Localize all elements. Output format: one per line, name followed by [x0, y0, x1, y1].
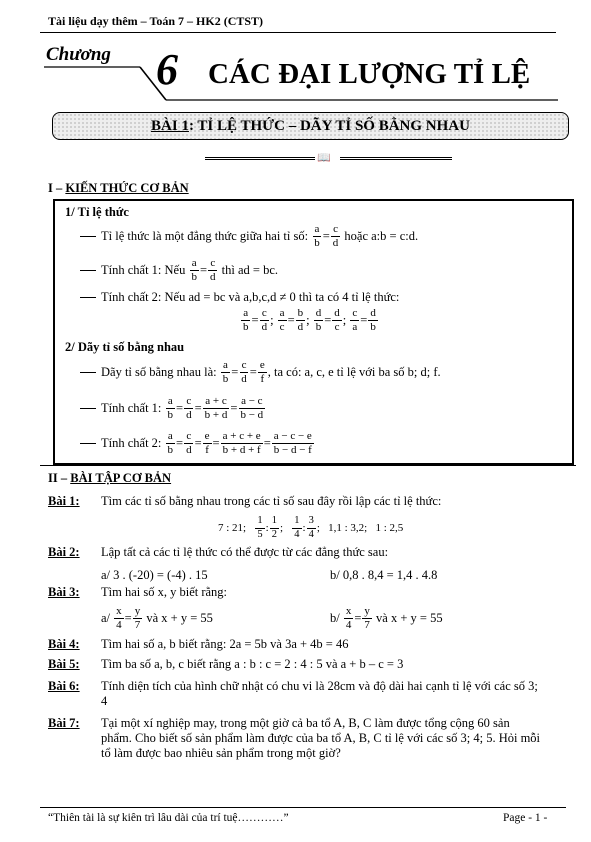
- exercise-3-b-cond: và x + y = 55: [376, 610, 443, 625]
- kt2-p2-text: Tính chất 2:: [101, 435, 162, 450]
- exercise-2-text: Lập tất cả các tỉ lệ thức có thể được từ các đẳng thức sau:: [101, 545, 389, 559]
- exercise-2-label: Bài 2:: [48, 545, 80, 559]
- book-icon: 📖: [317, 152, 331, 164]
- divider-left: [205, 157, 315, 160]
- exercise-6-label: Bài 6:: [48, 679, 80, 693]
- exercise-7-line2: phẩm. Cho biết số sản phẩm làm được của ba tổ A, B, C tỉ lệ với các số 3; 4; 5. Hỏi mỗi: [101, 731, 541, 745]
- kt2-def-post: , ta có: a, c, e tỉ lệ với ba số b; d; f.: [267, 364, 441, 379]
- footer-rule: [40, 807, 566, 808]
- exercise-3-text: Tìm hai số x, y biết rằng:: [101, 585, 228, 599]
- exercise-4-label: Bài 4:: [48, 637, 80, 651]
- exercise-3-label: Bài 3:: [48, 585, 80, 599]
- divider-right: [340, 157, 452, 160]
- kt1-property2: [80, 289, 399, 305]
- fraction: $\frac{c}{d}$: [210, 256, 216, 283]
- lesson-title: : TỈ LỆ THỨC – DÃY TỈ SỐ BẰNG NHAU: [188, 117, 470, 134]
- footer-quote: “Thiên tài là sự kiên trì lâu dài của trí tuệ…………”: [48, 812, 289, 824]
- kt2-p1-text: Tính chất 1:: [101, 400, 162, 415]
- kt1-property1: Tính chất 1: Nếu $\frac{a}{b}$ = $\frac{c}{d}$ thì ad = bc.: [80, 256, 278, 284]
- bullet-dash: [80, 408, 96, 409]
- section1-number: I –: [48, 181, 66, 195]
- exercise-3-a: a/ $\frac{x}{4}$ = $\frac{y}{7}$ và x + y = 55: [101, 604, 213, 631]
- chapter-label: Chương: [46, 44, 111, 65]
- exercise-7-label: Bài 7:: [48, 716, 80, 730]
- kt2-property2: Tính chất 2: $\frac{a}{b}$ = $\frac{c}{d}$ = $\frac{e}{f}$ = $\frac{a + c + e}{b + d + f}$ = $\frac{a - c - e}{b - d - f}$: [80, 429, 315, 457]
- page-number: Page - 1 -: [503, 812, 548, 824]
- kt1-definition: Tỉ lệ thức là một đẳng thức giữa hai tỉ số: $\frac{a}{b}$ = $\frac{c}{d}$ hoặc a:b = c:d.: [80, 222, 418, 250]
- kt1-p1-post: thì ad = bc.: [221, 262, 279, 277]
- exercise-7-line3: tổ làm được bao nhiêu sản phẩm trong một giờ?: [101, 746, 341, 760]
- kt1-def-post: hoặc a:b = c:d.: [344, 228, 419, 243]
- bullet-dash: [80, 236, 96, 237]
- exercise-1-ratios: 7 : 21; $\frac{1}{5}$ : $\frac{1}{2}$ ; $\frac{1}{4}$ : $\frac{3}{4}$ ; 1,1 : 3,2; 1 : 2,5: [218, 515, 404, 540]
- section2-title: BÀI TẬP CƠ BẢN: [70, 471, 172, 485]
- lesson-prefix: BÀI 1: [151, 117, 189, 134]
- exercise-1-text: Tìm các tỉ số bằng nhau trong các tỉ số sau đây rồi lập các tỉ lệ thức:: [101, 494, 442, 508]
- fraction: $\frac{a}{b}$: [314, 222, 320, 249]
- section2-heading: [48, 471, 171, 486]
- kt1-p1-text: Tính chất 1: Nếu: [101, 262, 186, 277]
- exercise-6-line1: Tính diện tích của hình chữ nhật có chu vi là 28cm và độ dài hai cạnh tỉ lệ với các số 3;: [101, 679, 538, 693]
- ratio-5: 1 : 2,5: [375, 522, 404, 534]
- exercise-3-b: b/ $\frac{x}{4}$ = $\frac{y}{7}$ và x + y = 55: [330, 604, 443, 631]
- fraction: $\frac{c}{d}$: [332, 222, 339, 249]
- bullet-dash: [80, 297, 96, 298]
- four-proportions: $\frac{a}{b}$ = $\frac{c}{d}$ ; $\frac{a}{c}$ = $\frac{b}{d}$ ; $\frac{d}{b}$ = $\frac{d}{c}$ ; $\frac{c}{a}$ = $\frac{d}{b}$: [243, 306, 376, 333]
- section1-heading: [48, 181, 189, 196]
- exercise-4-text: Tìm hai số a, b biết rằng: 2a = 5b và 3a + 4b = 46: [101, 637, 349, 651]
- bullet-dash: [80, 270, 96, 271]
- exercise-2-b: b/ 0,8 . 8,4 = 1,4 . 4.8: [330, 568, 438, 582]
- exercise-2-a: a/ 3 . (-20) = (-4) . 15: [101, 568, 208, 582]
- lesson-title-box: [52, 112, 569, 140]
- ratio-4: 1,1 : 3,2;: [328, 522, 368, 534]
- exercise-3-a-cond: và x + y = 55: [146, 610, 213, 625]
- chapter-title: CÁC ĐẠI LƯỢNG TỈ LỆ: [208, 58, 531, 90]
- kt2-heading: 2/ Dãy tỉ số bằng nhau: [65, 340, 185, 354]
- fraction: $\frac{a}{b}$: [191, 256, 197, 283]
- header-rule: [40, 32, 556, 33]
- kt2-def-text: Dãy tỉ số bằng nhau là:: [101, 364, 217, 379]
- bullet-dash: [80, 443, 96, 444]
- section2-number: II –: [48, 471, 71, 485]
- exercise-5-label: Bài 5:: [48, 657, 80, 671]
- kt1-heading: 1/ Tỉ lệ thức: [65, 205, 129, 219]
- exercise-1-label: Bài 1:: [48, 494, 80, 508]
- exercise-7-line1: Tại một xí nghiệp may, trong một giờ cả ba tổ A, B, C làm được tổng cộng 60 sản: [101, 716, 510, 730]
- ratio-1: 7 : 21;: [218, 522, 247, 534]
- kt2-property1: Tính chất 1: $\frac{a}{b}$ = $\frac{c}{d}$ = $\frac{a + c}{b + d}$ = $\frac{a - c}{b - d}$: [80, 394, 266, 422]
- bullet-dash: [80, 372, 96, 373]
- section1-title: KIẾN THỨC CƠ BẢN: [65, 181, 189, 195]
- section-rule: [40, 465, 576, 466]
- chapter-number: 6: [156, 45, 178, 94]
- exercise-5-text: Tìm ba số a, b, c biết rằng a : b : c = 2 : 4 : 5 và a + b – c = 3: [101, 657, 404, 671]
- exercise-6-line2: 4: [101, 694, 108, 708]
- document-header: Tài liệu dạy thêm – Toán 7 – HK2 (CTST): [48, 14, 264, 28]
- kt1-def-text: Tỉ lệ thức là một đẳng thức giữa hai tỉ số:: [101, 228, 309, 243]
- kt1-p2-text: Tính chất 2: Nếu ad = bc và a,b,c,d ≠ 0 thì ta có 4 tỉ lệ thức:: [101, 289, 400, 304]
- kt2-definition: Dãy tỉ số bằng nhau là: $\frac{a}{b}$ = $\frac{c}{d}$ = $\frac{e}{f}$ , ta có: a, c, e tỉ lệ với ba số b; d; f.: [80, 358, 441, 386]
